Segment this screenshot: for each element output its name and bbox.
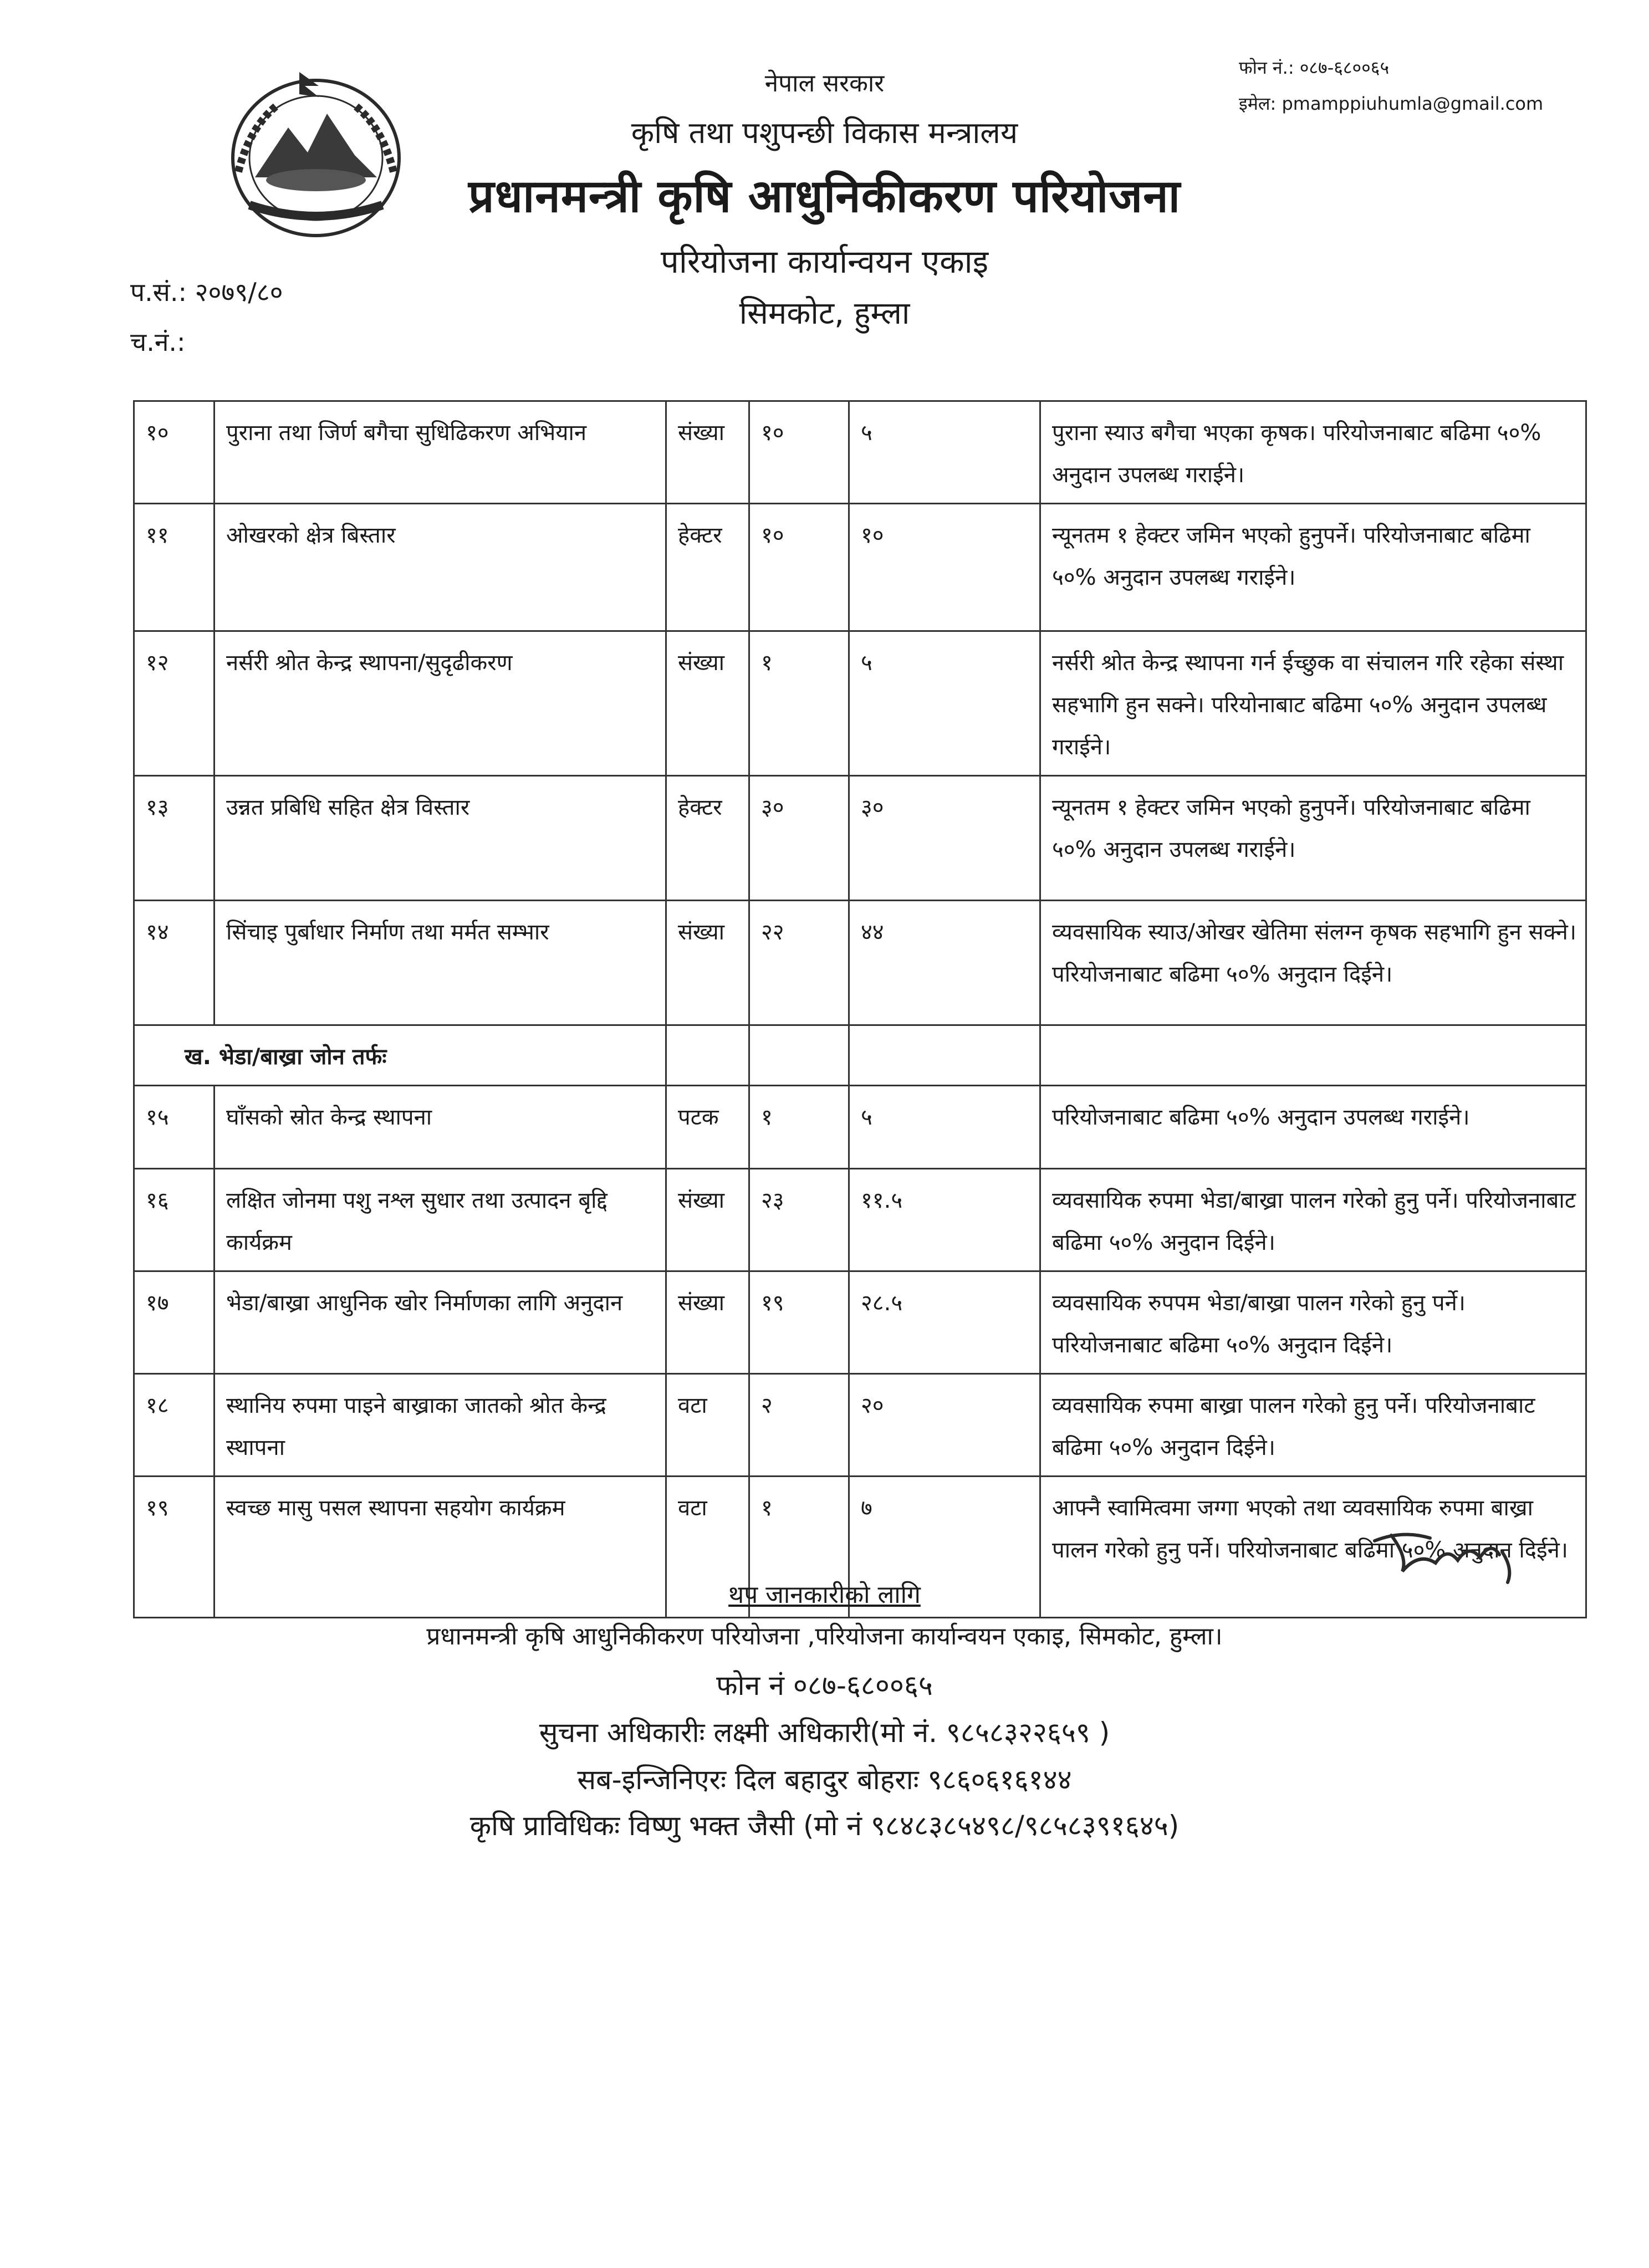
table-row (134, 504, 1586, 631)
row-activity: नर्सरी श्रोत केन्द्र स्थापना/सुदृढीकरण (215, 631, 666, 776)
row-remarks: व्यवसायिक रुपपम भेडा/बाख्रा पालन गरेको हुनु पर्ने। परियोजनाबाट बढिमा ५०% अनुदान दिईने। (1040, 1271, 1586, 1374)
section-row (134, 1025, 1586, 1086)
row-activity: उन्नत प्रबिधि सहित क्षेत्र विस्तार (215, 776, 666, 901)
row-budget: ५ (849, 1086, 1040, 1169)
unit-name: परियोजना कार्यान्वयन एकाइ (660, 243, 989, 280)
row-activity: ओखरको क्षेत्र बिस्तार (215, 504, 666, 631)
row-number: १९ (134, 1477, 215, 1618)
table-row (134, 401, 1586, 504)
row-remarks: पुराना स्याउ बगैचा भएका कृषक। परियोजनाबाट बढिमा ५०% अनुदान उपलब्ध गराईने। (1040, 401, 1586, 504)
row-activity: घाँसको स्रोत केन्द्र स्थापना (215, 1086, 666, 1169)
row-unit: पटक (666, 1086, 749, 1169)
row-quantity: १९ (749, 1271, 849, 1374)
row-unit: संख्या (666, 631, 749, 776)
row-budget: २८.५ (849, 1271, 1040, 1374)
program-table (133, 400, 1587, 1618)
table-row (134, 631, 1586, 776)
row-budget: ५ (849, 401, 1040, 504)
dispatch-number: च.नं.: (130, 327, 186, 357)
footer-phone: फोन नं ०८७-६८००६५ (716, 1669, 933, 1702)
row-remarks: परियोजनाबाट बढिमा ५०% अनुदान उपलब्ध गराईने। (1040, 1086, 1586, 1169)
empty-cell (749, 1025, 849, 1086)
row-quantity: १ (749, 1477, 849, 1618)
row-remarks: व्यवसायिक रुपमा भेडा/बाख्रा पालन गरेको हुनु पर्ने। परियोजनाबाट बढिमा ५०% अनुदान दिईने। (1040, 1169, 1586, 1271)
row-unit: वटा (666, 1477, 749, 1618)
row-unit: संख्या (666, 401, 749, 504)
row-activity: पुराना तथा जिर्ण बगैचा सुधिढिकरण अभियान (215, 401, 666, 504)
footer-agri-technician: कृषि प्राविधिकः विष्णु भक्त जैसी (मो नं ९८४८३८५४९८/९८५८३९१६४५) (469, 1810, 1180, 1842)
row-budget: १० (849, 504, 1040, 631)
row-budget: ५ (849, 631, 1040, 776)
row-unit: संख्या (666, 1169, 749, 1271)
footer-address: प्रधानमन्त्री कृषि आधुनिकीकरण परियोजना ,परियोजना कार्यान्वयन एकाइ, सिमकोट, हुम्ला। (426, 1622, 1223, 1651)
row-unit: हेक्टर (666, 504, 749, 631)
row-number: ११ (134, 504, 215, 631)
row-budget: ४४ (849, 901, 1040, 1025)
project-name: प्रधानमन्त्री कृषि आधुनिकीकरण परियोजना (468, 170, 1181, 223)
row-number: १७ (134, 1271, 215, 1374)
table-row (134, 1374, 1586, 1477)
row-unit: संख्या (666, 901, 749, 1025)
row-quantity: २३ (749, 1169, 849, 1271)
row-unit: वटा (666, 1374, 749, 1477)
row-remarks: आफ्नै स्वामित्वमा जग्गा भएको तथा व्यवसायिक रुपमा बाख्रा पालन गरेको हुनु पर्ने। परियोजनाबाट बढिमा ५०% अनुदान दिईने। (1040, 1477, 1586, 1618)
row-activity: भेडा/बाख्रा आधुनिक खोर निर्माणका लागि अनुदान (215, 1271, 666, 1374)
empty-cell (849, 1025, 1040, 1086)
row-remarks: नर्सरी श्रोत केन्द्र स्थापना गर्न ईच्छुक वा संचालन गरि रहेका संस्था सहभागि हुन सक्ने। परियोनाबाट बढिमा ५०% अनुदान उपलब्ध गराईने। (1040, 631, 1586, 776)
signature-icon (1369, 1519, 1530, 1585)
row-number: १४ (134, 901, 215, 1025)
row-activity: लक्षित जोनमा पशु नश्ल सुधार तथा उत्पादन बृद्दि कार्यक्रम (215, 1169, 666, 1271)
contact-email: इमेल: pmamppiuhumla@gmail.com (1239, 93, 1544, 114)
row-quantity: २ (749, 1374, 849, 1477)
row-budget: ७ (849, 1477, 1040, 1618)
table-row (134, 1086, 1586, 1169)
row-budget: ३० (849, 776, 1040, 901)
row-quantity: १ (749, 631, 849, 776)
table-row (134, 776, 1586, 901)
row-number: १२ (134, 631, 215, 776)
row-quantity: १० (749, 504, 849, 631)
row-number: १५ (134, 1086, 215, 1169)
row-number: १८ (134, 1374, 215, 1477)
reference-number: प.सं.: २०७९/८० (130, 277, 283, 307)
row-quantity: १ (749, 1086, 849, 1169)
row-number: १६ (134, 1169, 215, 1271)
section-title: ख. भेडा/बाख्रा जोन तर्फः (134, 1025, 666, 1086)
government-name: नेपाल सरकार (764, 69, 885, 98)
row-activity: स्वच्छ मासु पसल स्थापना सहयोग कार्यक्रम (215, 1477, 666, 1618)
footer-sub-engineer: सब-इन्जिनिएरः दिल बहादुर बोहराः ९८६०६१६१४४ (577, 1764, 1072, 1796)
place-name: सिमकोट, हुम्ला (739, 295, 910, 331)
row-number: १३ (134, 776, 215, 901)
row-budget: ११.५ (849, 1169, 1040, 1271)
table-row (134, 1271, 1586, 1374)
row-activity: सिंचाइ पुर्बाधार निर्माण तथा मर्मत सम्भार (215, 901, 666, 1025)
row-unit: संख्या (666, 1271, 749, 1374)
empty-cell (1040, 1025, 1586, 1086)
row-remarks: न्यूनतम १ हेक्टर जमिन भएको हुनुपर्ने। परियोजनाबाट बढिमा ५०% अनुदान उपलब्ध गराईने। (1040, 776, 1586, 901)
row-unit: हेक्टर (666, 776, 749, 901)
footer-title: थप जानकारीको लागि (728, 1581, 921, 1609)
row-remarks: व्यवसायिक रुपमा बाख्रा पालन गरेको हुनु पर्ने। परियोजनाबाट बढिमा ५०% अनुदान दिईने। (1040, 1374, 1586, 1477)
ministry-name: कृषि तथा पशुपन्छी विकास मन्त्रालय (631, 115, 1018, 150)
row-remarks: न्यूनतम १ हेक्टर जमिन भएको हुनुपर्ने। परियोजनाबाट बढिमा ५०% अनुदान उपलब्ध गराईने। (1040, 504, 1586, 631)
row-quantity: १० (749, 401, 849, 504)
row-remarks: व्यवसायिक स्याउ/ओखर खेतिमा संलग्न कृषक सहभागि हुन सक्ने। परियोजनाबाट बढिमा ५०% अनुदान दिईने। (1040, 901, 1586, 1025)
footer-info-officer: सुचना अधिकारीः लक्ष्मी अधिकारी(मो नं. ९८५८३२२६५९ ) (539, 1717, 1110, 1749)
table-row (134, 901, 1586, 1025)
table-row (134, 1169, 1586, 1271)
row-number: १० (134, 401, 215, 504)
row-quantity: ३० (749, 776, 849, 901)
empty-cell (666, 1025, 749, 1086)
row-activity: स्थानिय रुपमा पाइने बाख्राका जातको श्रोत केन्द्र स्थापना (215, 1374, 666, 1477)
row-budget: २० (849, 1374, 1040, 1477)
contact-phone: फोन नं.: ०८७-६८००६५ (1239, 57, 1390, 78)
row-quantity: २२ (749, 901, 849, 1025)
